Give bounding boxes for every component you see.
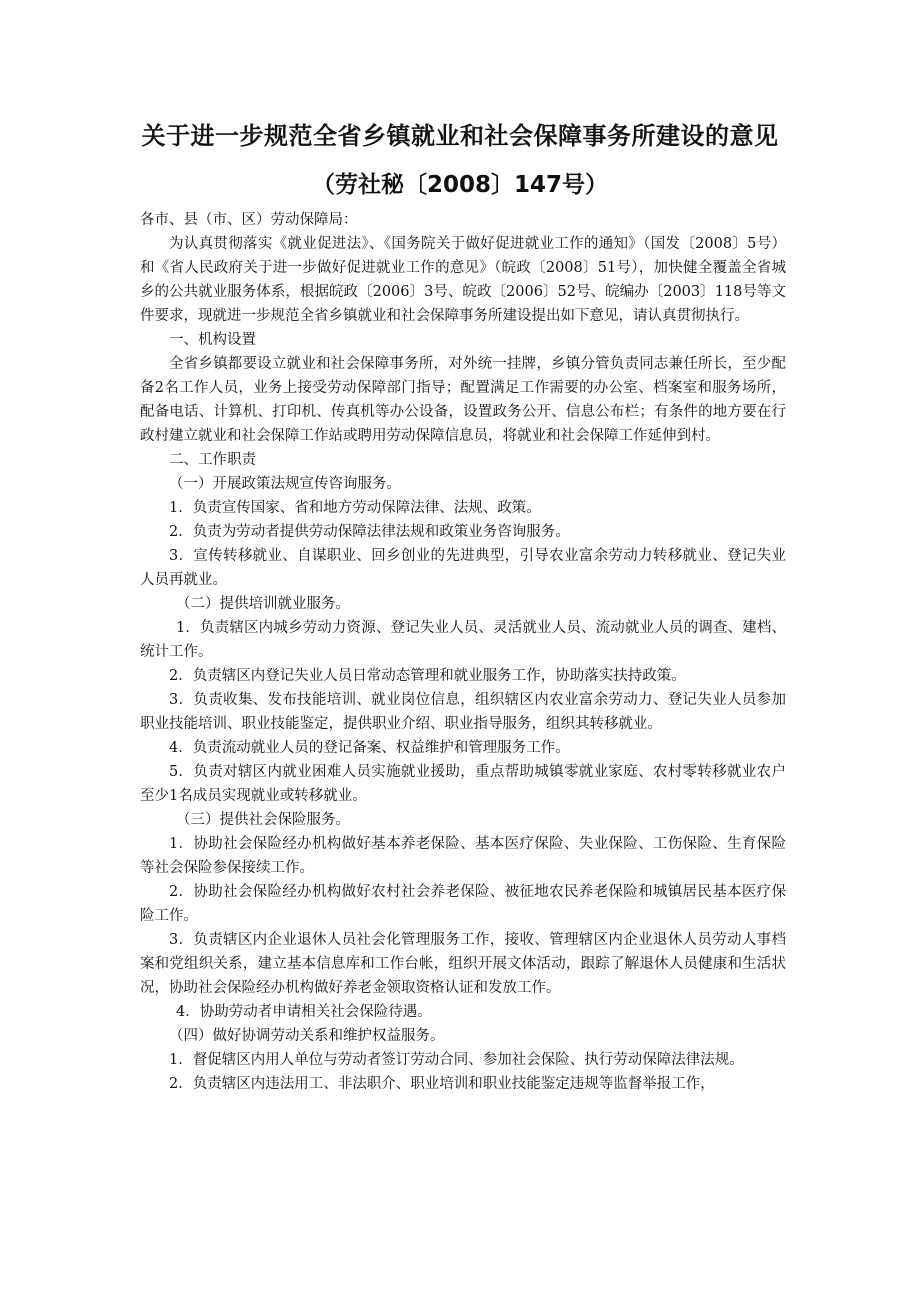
subsection-heading: （四）做好协调劳动关系和维护权益服务。: [169, 1028, 445, 1044]
list-item: 2．协助社会保险经办机构做好农村社会养老保险、被征地农民养老保险和城镇居民基本医疗保险工作。: [140, 884, 786, 924]
intro-paragraph: 为认真贯彻落实《就业促进法》、《国务院关于做好促进就业工作的通知》（国发〔2008〕5号）和《省人民政府关于进一步做好促进就业工作的意见》（皖政〔2008〕51号），加快健全覆盖全省城乡的公共就业服务体系，根据皖政〔2006〕3号、皖政〔2006〕52号、皖编办〔2003〕118号等文件要求，现就进一步规范全省乡镇就业和社会保障事务所建设提出如下意见，请认真贯彻执行。: [140, 236, 786, 324]
list-item: 3．负责辖区内企业退休人员社会化管理服务工作，接收、管理辖区内企业退休人员劳动人事档案和党组织关系，建立基本信息库和工作台帐，组织开展文体活动，跟踪了解退休人员健康和生活状况，协助社会保险经办机构做好养老金领取资格认证和发放工作。: [140, 932, 786, 996]
list-item: 4．协助劳动者申请相关社会保险待遇。: [176, 1004, 432, 1020]
list-item: 3．宣传转移就业、自谋职业、回乡创业的先进典型，引导农业富余劳动力转移就业、登记失业人员再就业。: [140, 548, 786, 588]
list-item: 5．负责对辖区内就业困难人员实施就业援助，重点帮助城镇零就业家庭、农村零转移就业农户至少1名成员实现就业或转移就业。: [140, 764, 786, 804]
section-heading: 一、机构设置: [169, 332, 256, 348]
list-item: 2．负责辖区内违法用工、非法职介、职业培训和职业技能鉴定违规等监督举报工作，: [169, 1076, 715, 1092]
document-body: [140, 208, 786, 1096]
salutation: 各市、县（市、区）劳动保障局：: [140, 212, 358, 228]
subsection-heading: （一）开展政策法规宣传咨询服务。: [169, 476, 401, 492]
list-item: 1．负责辖区内城乡劳动力资源、登记失业人员、灵活就业人员、流动就业人员的调查、建档、统计工作。: [140, 620, 786, 660]
list-item: 2．负责辖区内登记失业人员日常动态管理和就业服务工作，协助落实扶持政策。: [169, 668, 686, 684]
document-number: （劳社秘〔2008〕147号）: [311, 172, 609, 198]
subsection-heading: （三）提供社会保险服务。: [176, 812, 350, 828]
list-item: 1．负责宣传国家、省和地方劳动保障法律、法规、政策。: [169, 500, 541, 516]
list-item: 1．协助社会保险经办机构做好基本养老保险、基本医疗保险、失业保险、工伤保险、生育保险等社会保险参保接续工作。: [140, 836, 786, 876]
document-title: 关于进一步规范全省乡镇就业和社会保障事务所建设的意见: [141, 122, 779, 150]
section-heading: 二、工作职责: [169, 452, 256, 468]
list-item: 2．负责为劳动者提供劳动保障法律法规和政策业务咨询服务。: [169, 524, 570, 540]
subsection-heading: （二）提供培训就业服务。: [176, 596, 350, 612]
list-item: 3．负责收集、发布技能培训、就业岗位信息，组织辖区内农业富余劳动力、登记失业人员参加职业技能培训、职业技能鉴定，提供职业介绍、职业指导服务，组织其转移就业。: [140, 692, 786, 732]
list-item: 1．督促辖区内用人单位与劳动者签订劳动合同、参加社会保险、执行劳动保障法律法规。: [169, 1052, 744, 1068]
paragraph: 全省乡镇都要设立就业和社会保障事务所，对外统一挂牌，乡镇分管负责同志兼任所长，至少配备2名工作人员，业务上接受劳动保障部门指导；配置满足工作需要的办公室、档案室和服务场所，配备电话、计算机、打印机、传真机等办公设备，设置政务公开、信息公布栏；有条件的地方要在行政村建立就业和社会保障工作站或聘用劳动保障信息员，将就业和社会保障工作延伸到村。: [140, 356, 786, 444]
list-item: 4．负责流动就业人员的登记备案、权益维护和管理服务工作。: [169, 740, 570, 756]
